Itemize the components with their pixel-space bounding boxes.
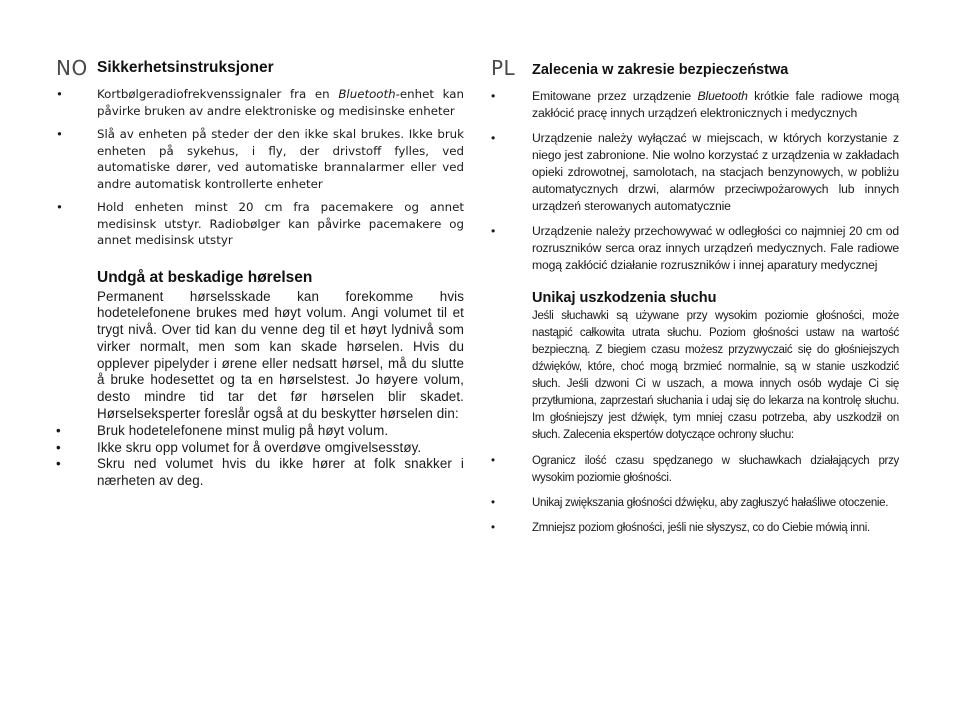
polish-header <box>491 56 899 82</box>
list-item: • Hold enheten minst 20 cm fra pacemakere og annet medisinsk utstyr. Radiobølger kan påvirke pacemakere og annet medisinsk utstyr <box>56 200 464 247</box>
bullet-icon: • <box>491 131 496 145</box>
bullet-icon: • <box>56 87 63 101</box>
bullet-icon: • <box>56 200 63 214</box>
list-item: • Bruk hodetelefonene minst mulig på høyt volum. <box>56 422 389 438</box>
hearing-title-pl: Unikaj uszkodzenia słuchu <box>532 290 717 306</box>
hearing-list-no <box>56 422 464 490</box>
bullet-icon: • <box>491 522 495 534</box>
bullet-icon: • <box>491 89 496 103</box>
safety-list-pl <box>491 88 900 274</box>
bullet-icon: • <box>56 456 61 472</box>
polish-section <box>491 56 899 545</box>
norwegian-header <box>56 56 464 82</box>
bullet-icon: • <box>56 422 61 438</box>
hearing-list-pl <box>491 453 899 537</box>
list-item: • Urządzenie należy wyłączać w miejscach, w których korzystanie z niego jest zabronione. Nie wolno korzystać z urządzenia w zakładach opieki zdrowotnej, samolotach, na stacjach benzynowych, w pobliżu automatycznych drzwi, alarmów przeciwpożarowych lub innych urządzeń sterowanych automatycznie <box>491 131 899 213</box>
hearing-paragraph-no: Permanent hørselsskade kan forekomme hvis hodetelefonene brukes med høyt volum. Angi volumet til et trygt nivå. Over tid kan du venne deg til et høyt lydnivå som virker normalt, men som kan skade hørselen. Hvis du opplever pipelyder i ørene eller nedsatt hørsel, må du slutte å bruke hodesettet og ta en hørselstest. Jo høyere volum, desto mindre tid tar det før hørselen blir skadet. Hørselseksperter foreslår også at du beskytter hørselen din: <box>97 288 464 422</box>
bullet-icon: • <box>491 455 495 467</box>
hearing-paragraph-pl: Jeśli słuchawki są używane przy wysokim poziomie głośności, może nastąpić całkowita utrata słuchu. Poziom głośności ustaw na wartość bezpieczną. Z biegiem czasu możesz przyzwyczaić się do głośniejszych dźwięków, które, choć mogą brzmieć normalnie, są w stanie uszkodzić słuch. Jeśli dzwoni Ci w uszach, a mowa innych osób wydaje Ci się przytłumiona, zaprzestań słuchania i udaj się do lekarza na kontrolę słuchu. Im głośniejszy jest dźwięk, tym mniej czasu potrzeba, aby uszkodził on słuch. Zalecenia ekspertów dotyczące ochrony słuchu: <box>532 310 899 441</box>
list-item: • Zmniejsz poziom głośności, jeśli nie słyszysz, co do Ciebie mówią inni. <box>532 520 899 537</box>
bullet-icon: • <box>491 497 495 509</box>
bullet-icon: • <box>491 224 496 238</box>
list-item: • Urządzenie należy przechowywać w odległości co najmniej 20 cm od rozruszników serca oraz innych urządzeń medycznych. Fale radiowe mogą zakłócić działanie rozruszników i innej aparatury medycznej <box>491 224 899 272</box>
hearing-title-no: Undgå at beskadige hørelsen <box>97 268 313 286</box>
bullet-icon: • <box>56 127 63 141</box>
list-item: • Unikaj zwiększania głośności dźwięku, aby zagłuszyć hałaśliwe otoczenie. <box>532 495 899 512</box>
list-item: • Ogranicz ilość czasu spędzanego w słuchawkach działających przy wysokim poziomie głośności. <box>491 455 899 484</box>
list-item: • Emitowane przez urządzenie Bluetooth krótkie fale radiowe mogą zakłócić pracę innych urządzeń elektronicznych i medycznych <box>491 89 900 120</box>
list-item: • Slå av enheten på steder der den ikke skal brukes. Ikke bruk enheten på sykehus, i fly, der drivstoff fylles, ved automatiske dører, ved automatiske brannalarmer eller ved andre automatisk kontrollerte enheter <box>56 127 464 191</box>
safety-title-pl: Zalecenia w zakresie bezpieczeństwa <box>532 62 789 78</box>
bullet-icon: • <box>56 439 61 455</box>
list-item: • Kortbølgeradiofrekvenssignaler fra en Bluetooth-enhet kan påvirke bruken av andre elektroniske og medisinske enheter <box>56 87 464 118</box>
safety-title-no: Sikkerhetsinstruksjoner <box>97 59 274 76</box>
norwegian-section <box>56 56 464 490</box>
language-code-pl: PL <box>491 56 516 80</box>
list-item: • Skru ned volumet hvis du ikke hører at folk snakker i nærheten av deg. <box>56 456 464 489</box>
safety-list-no <box>56 86 464 249</box>
list-item: • Ikke skru opp volumet for å overdøve omgivelsesstøy. <box>56 439 422 455</box>
language-code-no: NO <box>56 56 88 80</box>
